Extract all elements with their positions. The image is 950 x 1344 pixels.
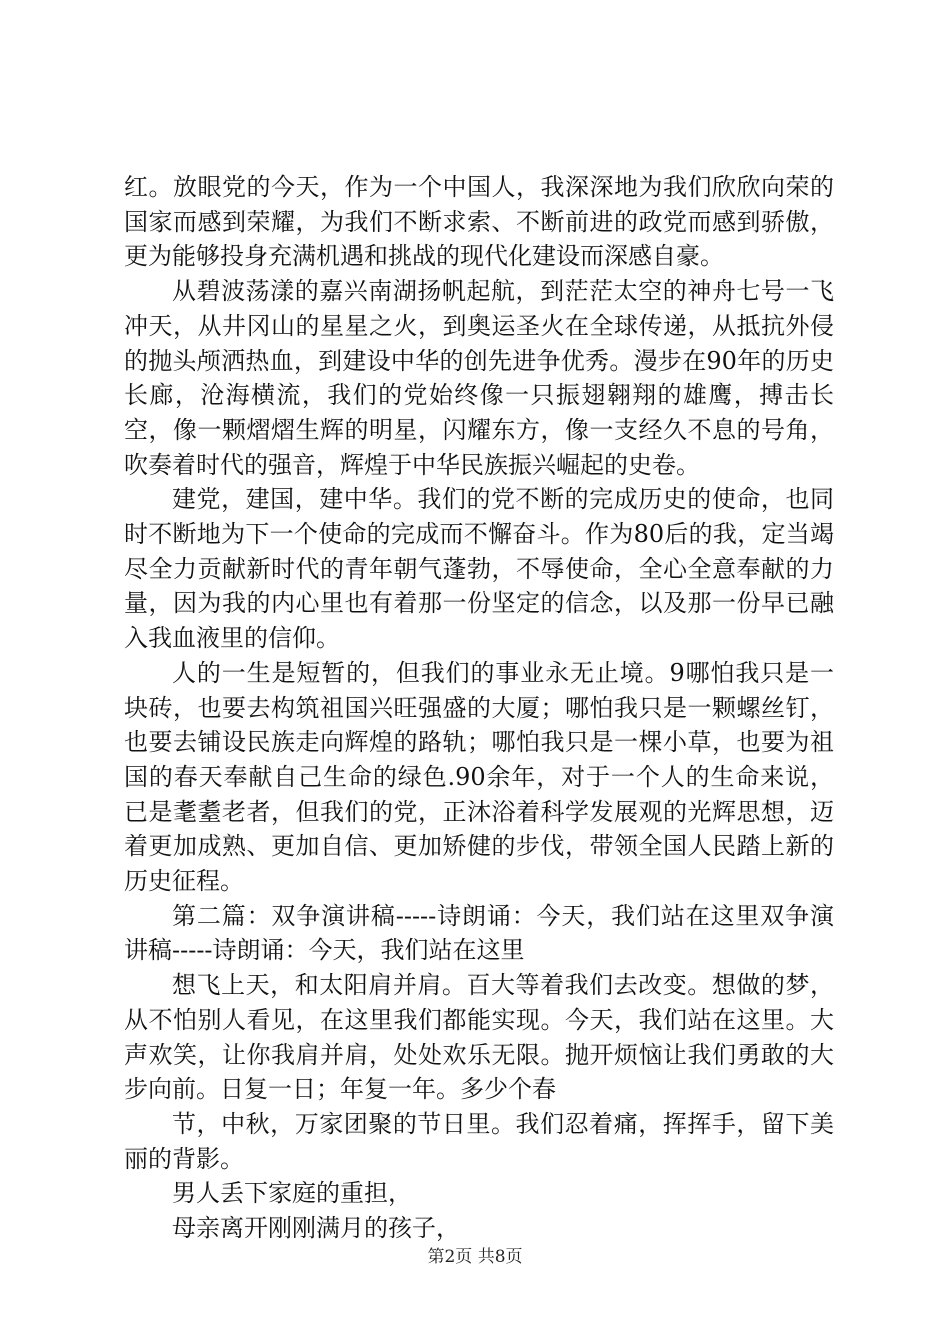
- paragraph-2: 从碧波荡漾的嘉兴南湖扬帆起航，到茫茫太空的神舟七号一飞冲天，从井冈山的星星之火，到奥运圣火在全球传递，从抵抗外侵的抛头颅洒热血，到建设中华的创先进争优秀。漫步在90年的历史长廊，沧海横流，我们的党始终像一只振翅翱翔的雄鹰，搏击长空，像一颗熠熠生辉的明星，闪耀东方，像一支经久不息的号角，吹奏着时代的强音，辉煌于中华民族振兴崛起的史卷。: [124, 277, 834, 479]
- paragraph-3: 建党，建国，建中华。我们的党不断的完成历史的使命，也同时不断地为下一个使命的完成而不懈奋斗。作为80后的我，定当竭尽全力贡献新时代的青年朝气蓬勃，不辱使命，全心全意奉献的力量，因为我的内心里也有着那一份坚定的信念，以及那一份早已融入我血液里的信仰。: [124, 485, 834, 653]
- paragraph-1: 红。放眼党的今天，作为一个中国人，我深深地为我们欣欣向荣的国家而感到荣耀，为我们不断求索、不断前进的政党而感到骄傲，更为能够投身充满机遇和挑战的现代化建设而深感自豪。: [124, 173, 834, 271]
- paragraph-6: 节，中秋，万家团聚的节日里。我们忍着痛，挥挥手，留下美丽的背影。: [124, 1109, 834, 1173]
- section-heading: 第二篇：双争演讲稿-----诗朗诵：今天，我们站在这里双争演讲稿-----诗朗诵：今天，我们站在这里: [124, 901, 834, 965]
- document-body: [124, 170, 834, 1246]
- paragraph-4: 人的一生是短暂的，但我们的事业永无止境。9哪怕我只是一块砖，也要去构筑祖国兴旺强盛的大厦；哪怕我只是一颗螺丝钉，也要去铺设民族走向辉煌的路轨；哪怕我只是一棵小草，也要为祖国的春天奉献自己生命的绿色.90余年，对于一个人的生命来说，已是耄耋老者，但我们的党，正沐浴着科学发展观的光辉思想，迈着更加成熟、更加自信、更加矫健的步伐，带领全国人民踏上新的历史征程。: [124, 658, 834, 896]
- page-number-footer: 第2页 共8页: [427, 1247, 523, 1267]
- paragraph-8: 母亲离开刚刚满月的孩子，: [172, 1214, 460, 1243]
- paragraph-5: 想飞上天，和太阳肩并肩。百大等着我们去改变。想做的梦，从不怕别人看见，在这里我们都能实现。今天，我们站在这里。大声欢笑，让你我肩并肩，处处欢乐无限。抛开烦恼让我们勇敢的大步向前。日复一日；年复一年。多少个春: [124, 971, 834, 1104]
- paragraph-7: 男人丢下家庭的重担，: [172, 1179, 412, 1208]
